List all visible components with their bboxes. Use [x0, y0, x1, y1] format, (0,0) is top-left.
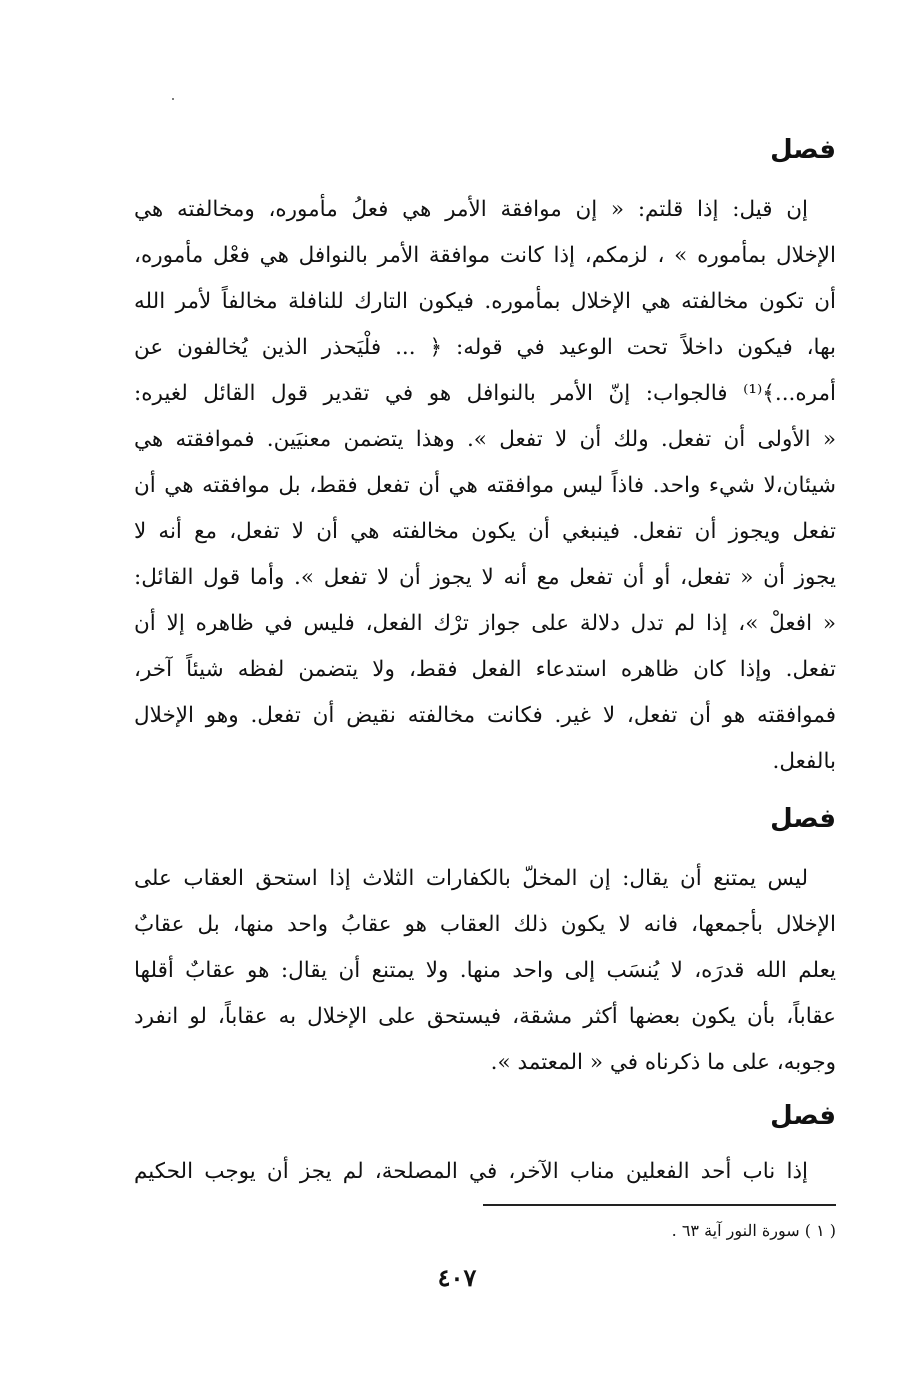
section-2-body: [134, 856, 836, 1086]
scan-speck: [172, 98, 174, 100]
text-line: أن تكون مخالفته هي الإخلال بمأموره. فيكون التارك للنافلة مخالفاً لأمر الله: [134, 289, 836, 314]
section-1-body: [134, 187, 836, 785]
page-number: ٤٠٧: [437, 1263, 477, 1292]
text-line: عقاباً، بأن يكون بعضها أكثر مشقة، فيستحق على الإخلال به عقاباً، لو انفرد: [134, 1004, 836, 1029]
text-line: إذا ناب أحد الفعلين مناب الآخر، في المصلحة، لم يجز أن يوجب الحكيم: [134, 1159, 808, 1184]
text-line: شيئان،لا شيء واحد. فاذاً ليس موافقته هي أن تفعل فقط، بل موافقته هي أن: [134, 473, 836, 498]
text-line: « الأولى أن تفعل. ولك أن لا تفعل ». وهذا يتضمن معنيَين. فموافقته هي: [134, 427, 836, 452]
text-line: يجوز أن « تفعل، أو أن تفعل مع أنه لا يجوز أن لا تفعل ». وأما قول القائل:: [134, 565, 836, 590]
text-line: يعلم الله قدرَه، لا يُنسَب إلى واحد منها. ولا يمتنع أن يقال: هو عقابٌ أقلها: [134, 958, 836, 983]
section-heading-3: فصل: [770, 1101, 836, 1131]
section-heading-1: فصل: [770, 135, 836, 165]
text-line: الإخلال بأجمعها، فانه لا يكون ذلك العقاب هو عقابُ واحد منها، بل عقابٌ: [134, 912, 836, 937]
text-line: بالفعل.: [772, 749, 836, 774]
footnote: ( ١ ) سورة النور آية ٦٣ .: [671, 1221, 836, 1240]
text-line: تفعل. وإذا كان ظاهره استدعاء الفعل فقط، ولا يتضمن لفظه شيئاً آخر،: [134, 657, 836, 682]
text-line: أمره...﴾⁽¹⁾ فالجواب: إنّ الأمر بالنوافل هو في تقدير قول القائل لغيره:: [134, 381, 836, 406]
text-line: إن قيل: إذا قلتم: « إن موافقة الأمر هي فعلُ مأموره، ومخالفته هي: [134, 197, 808, 222]
section-3-body: [134, 1149, 836, 1195]
text-line: تفعل ويجوز أن تفعل. فينبغي أن يكون مخالفته هي أن لا تفعل، مع أنه لا: [134, 519, 836, 544]
text-line: الإخلال بمأموره » ، لزمكم، إذا كانت موافقة الأمر بالنوافل هي فعْل مأموره،: [134, 243, 836, 268]
footnote-divider: [483, 1204, 836, 1206]
text-line: فموافقته هو أن تفعل، لا غير. فكانت مخالفته نقيض أن تفعل. وهو الإخلال: [134, 703, 836, 728]
text-line: « افعلْ »، إذا لم تدل دلالة على جواز ترْك الفعل، فليس في ظاهره إلا أن: [134, 611, 836, 636]
text-line: ليس يمتنع أن يقال: إن المخلّ بالكفارات الثلاث إذا استحق العقاب على: [134, 866, 808, 891]
section-heading-2: فصل: [770, 804, 836, 834]
text-line: بها، فيكون داخلاً تحت الوعيد في قوله: ﴿ ... فلْيَحذر الذين يُخالفون عن: [134, 335, 836, 360]
text-line: وجوبه، على ما ذكرناه في « المعتمد ».: [490, 1050, 836, 1075]
